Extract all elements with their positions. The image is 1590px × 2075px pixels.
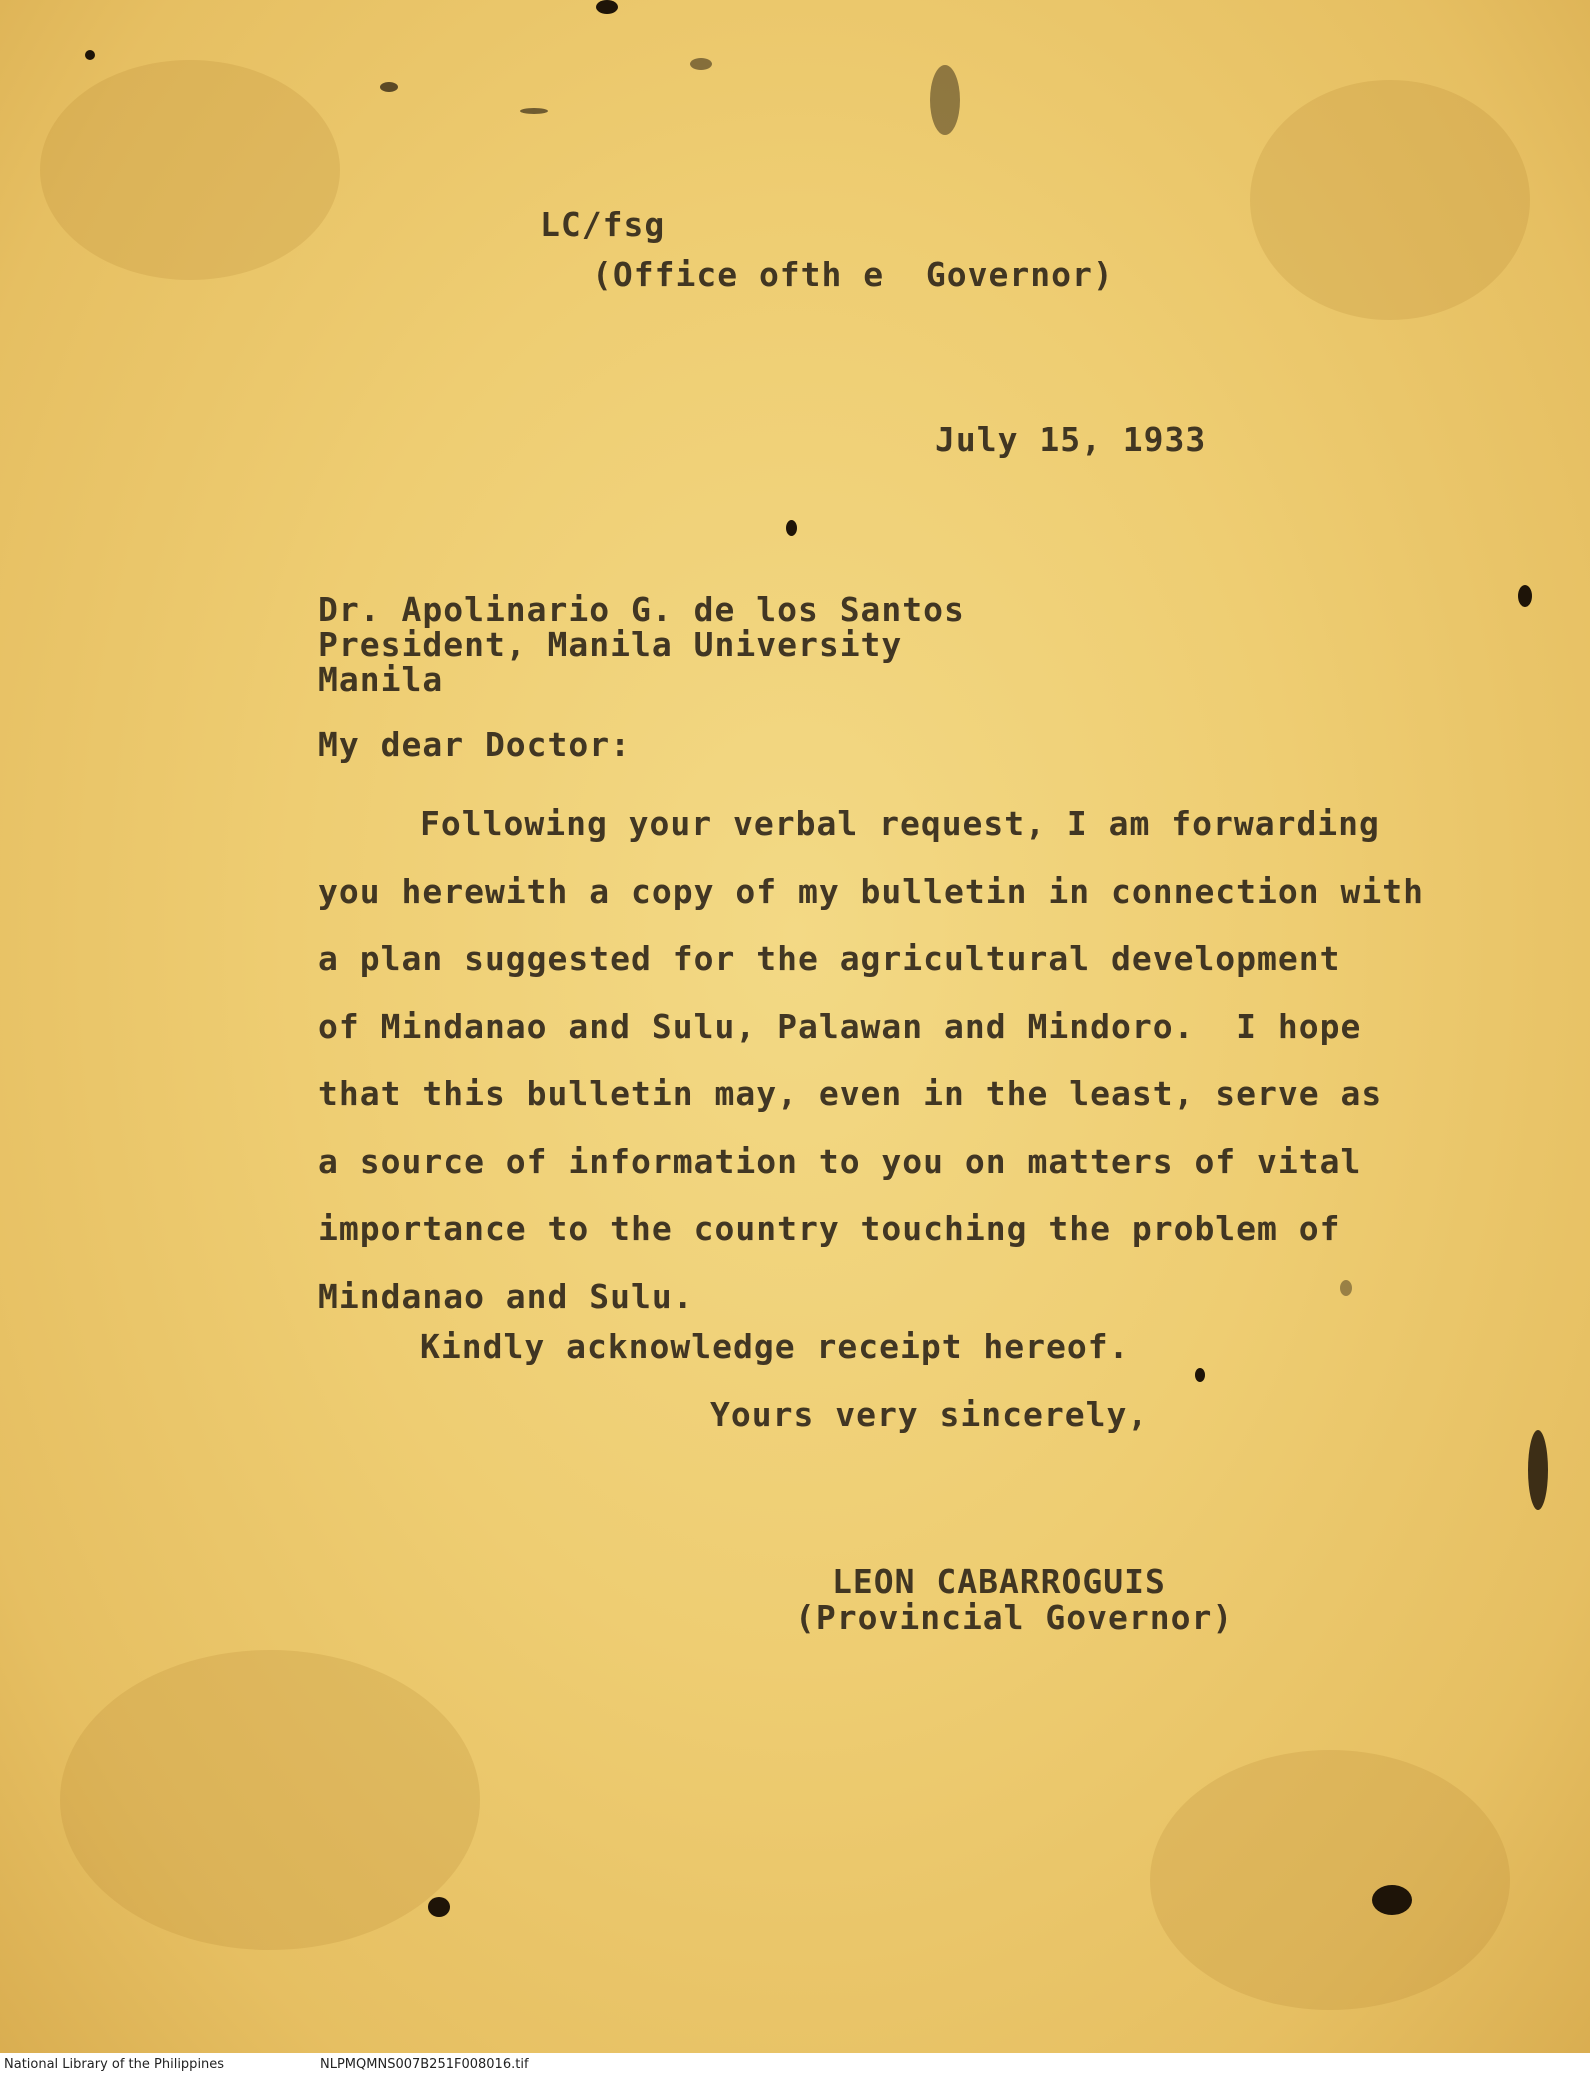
paper-stain bbox=[40, 60, 340, 280]
recipient-name: Dr. Apolinario G. de los Santos bbox=[318, 590, 965, 629]
body-line: a plan suggested for the agricultural development bbox=[318, 939, 1341, 978]
ink-spot bbox=[786, 520, 797, 536]
salutation: My dear Doctor: bbox=[318, 725, 632, 764]
office-heading: (Office ofth e Governor) bbox=[592, 255, 1114, 294]
recipient-city: Manila bbox=[318, 660, 444, 699]
reference-initials: LC/fsg bbox=[540, 205, 666, 244]
signatory-title: (Provincial Governor) bbox=[795, 1598, 1234, 1637]
ink-spot bbox=[1195, 1368, 1205, 1382]
body-line: Following your verbal request, I am forwarding bbox=[420, 804, 1380, 843]
letter-date: July 15, 1933 bbox=[935, 420, 1207, 459]
body-line: a source of information to you on matters of vital bbox=[318, 1141, 1362, 1181]
complimentary-closing: Yours very sincerely, bbox=[710, 1395, 1149, 1434]
archive-footer bbox=[0, 2053, 1590, 2075]
paper-stain bbox=[1150, 1750, 1510, 2010]
body-line: importance to the country touching the problem of bbox=[318, 1209, 1341, 1248]
ink-spot bbox=[1528, 1430, 1548, 1510]
ink-spot bbox=[930, 65, 960, 135]
body-line: of Mindanao and Sulu, Palawan and Mindoro. I hope bbox=[318, 1006, 1362, 1046]
ink-spot bbox=[596, 0, 618, 14]
ink-spot bbox=[1518, 585, 1532, 607]
ink-spot bbox=[380, 82, 398, 92]
ink-spot bbox=[1372, 1885, 1412, 1915]
body-line: you herewith a copy of my bulletin in connection with bbox=[318, 871, 1424, 911]
ink-spot bbox=[520, 108, 548, 114]
acknowledgement-line: Kindly acknowledge receipt hereof. bbox=[420, 1327, 1130, 1366]
ink-spot bbox=[428, 1897, 450, 1917]
ink-spot bbox=[85, 50, 95, 60]
body-line: Mindanao and Sulu. bbox=[318, 1276, 694, 1316]
file-name: NLPMQMNS007B251F008016.tif bbox=[320, 2057, 529, 2072]
recipient-title: President, Manila University bbox=[318, 625, 903, 664]
letter-body bbox=[318, 790, 1448, 1330]
ink-spot bbox=[690, 58, 712, 70]
library-credit: National Library of the Philippines bbox=[4, 2057, 225, 2072]
paper-stain bbox=[1250, 80, 1530, 320]
paper-stain bbox=[60, 1650, 480, 1950]
body-line: that this bulletin may, even in the least, serve as bbox=[318, 1074, 1383, 1113]
signatory-name: LEON CABARROGUIS bbox=[832, 1562, 1166, 1601]
